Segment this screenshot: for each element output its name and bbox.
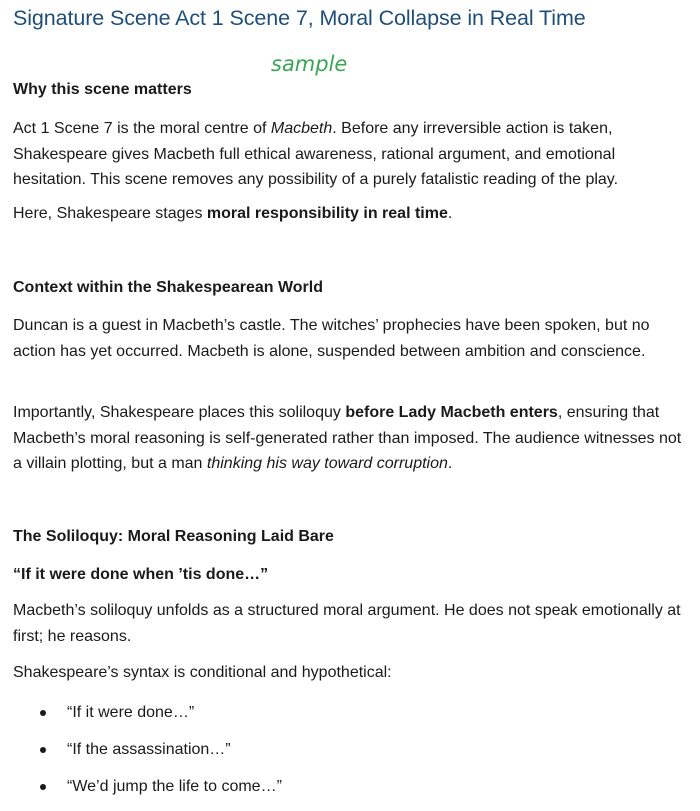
section-heading-context: Context within the Shakespearean World bbox=[13, 279, 323, 296]
context-p2-text-a: Importantly, Shakespeare places this soliloquy bbox=[13, 404, 346, 421]
section-heading-soliloquy: The Soliloquy: Moral Reasoning Laid Bare bbox=[13, 528, 334, 545]
why-p1-text-c: . Before any irreversible action is taken, Shakespeare gives Macbeth full ethical awareness, rational argument, and emotional hesitation. This scene removes any possibility of a purely fatalistic reading of the play. bbox=[13, 120, 619, 188]
context-paragraph-1: Duncan is a guest in Macbeth’s castle. The witches’ prophecies have been spoken, but no action has yet occurred. Macbeth is alone, suspended between ambition and conscience. bbox=[13, 317, 650, 360]
section-heading-why: Why this scene matters bbox=[13, 81, 192, 98]
why-p1-title-italic: Macbeth bbox=[270, 120, 333, 137]
context-p2-bold: before Lady Macbeth enters bbox=[345, 404, 558, 421]
list-item bbox=[13, 737, 673, 774]
context-p2-text-e: . bbox=[447, 455, 453, 472]
soliloquy-paragraph-1: Macbeth’s soliloquy unfolds as a structured moral argument. He does not speak emotionally at first; he reasons. bbox=[13, 602, 681, 645]
why-paragraph-2 bbox=[13, 201, 685, 227]
context-p2-text-c: , ensuring that Macbeth’s moral reasoning is self-generated rather than imposed. The audience witnesses not a villain plotting, but a man bbox=[13, 404, 682, 472]
bullet-text: “We’d jump the life to come…” bbox=[67, 778, 282, 795]
sample-watermark: sample bbox=[271, 52, 348, 76]
why-paragraph-1 bbox=[13, 116, 685, 193]
list-item bbox=[13, 774, 673, 811]
bullet-dot-icon bbox=[40, 747, 46, 753]
why-p2-text-c: . bbox=[447, 205, 453, 222]
bullet-dot-icon bbox=[40, 784, 46, 790]
bullet-dot-icon bbox=[40, 710, 46, 716]
quote-bullet-list bbox=[13, 700, 673, 811]
page-title: Signature Scene Act 1 Scene 7, Moral Collapse in Real Time bbox=[13, 6, 586, 30]
context-p2-italic: thinking his way toward corruption bbox=[206, 455, 448, 472]
context-paragraph-2 bbox=[13, 400, 685, 477]
bullet-text: “If it were done…” bbox=[67, 704, 195, 721]
list-item bbox=[13, 700, 673, 737]
why-p2-bold: moral responsibility in real time bbox=[206, 205, 448, 222]
why-p2-text-a: Here, Shakespeare stages bbox=[13, 205, 207, 222]
soliloquy-subheading-quote: “If it were done when ’tis done…” bbox=[13, 566, 269, 583]
soliloquy-paragraph-2: Shakespeare’s syntax is conditional and hypothetical: bbox=[13, 664, 392, 681]
why-p1-text-a: Act 1 Scene 7 is the moral centre of bbox=[13, 120, 271, 137]
bullet-text: “If the assassination…” bbox=[67, 741, 231, 758]
